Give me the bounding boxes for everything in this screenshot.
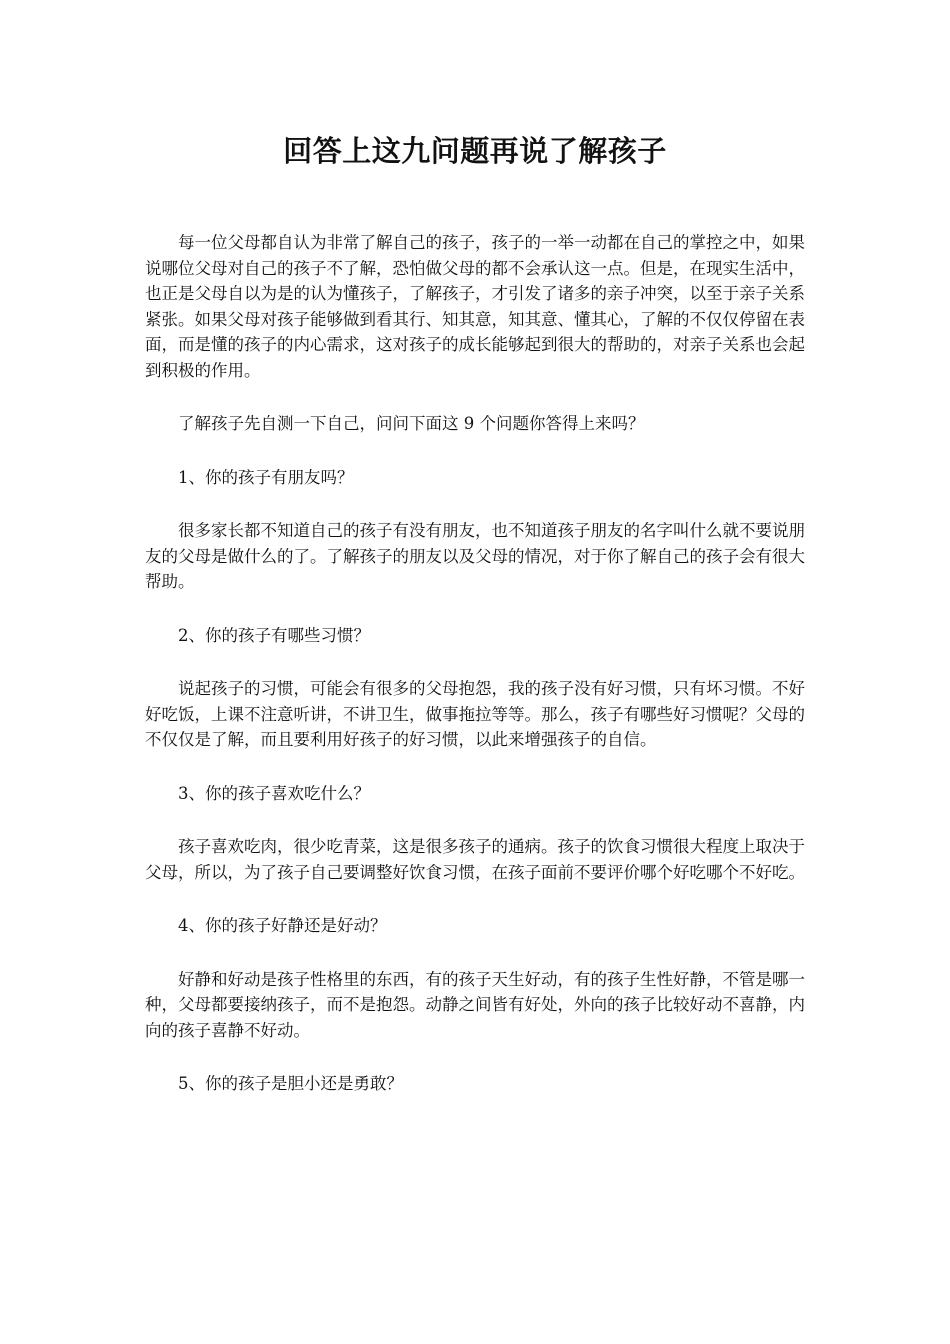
document-body	[145, 230, 805, 1125]
intro-paragraph: 每一位父母都自认为非常了解自己的孩子，孩子的一举一动都在自己的掌控之中，如果说哪位父母对自己的孩子不了解，恐怕做父母的都不会承认这一点。但是，在现实生活中，也正是父母自以为是的认为懂孩子，了解孩子，才引发了诸多的亲子冲突，以至于亲子关系紧张。如果父母对孩子能够做到看其行、知其意，知其意、懂其心，了解的不仅仅停留在表面，而是懂的孩子的内心需求，这对孩子的成长能够起到很大的帮助的，对亲子关系也会起到积极的作用。	[145, 233, 805, 380]
question-3-heading: 3、你的孩子喜欢吃什么？	[178, 783, 370, 803]
self-test-prompt: 了解孩子先自测一下自己，问问下面这 9 个问题你答得上来吗？	[178, 414, 645, 433]
answer-4-paragraph: 好静和好动是孩子性格里的东西，有的孩子天生好动，有的孩子生性好静，不管是哪一种，父母都要接纳孩子，而不是抱怨。动静之间皆有好处，外向的孩子比较好动不喜静，内向的孩子喜静不好动。	[145, 969, 805, 1040]
question-5-heading: 5、你的孩子是胆小还是勇敢？	[178, 1074, 403, 1093]
answer-3-paragraph: 孩子喜欢吃肉，很少吃青菜，这是很多孩子的通病。孩子的饮食习惯很大程度上取决于父母，所以，为了孩子自己要调整好饮食习惯，在孩子面前不要评价哪个好吃哪个不好吃。	[145, 837, 805, 882]
answer-2-paragraph: 说起孩子的习惯，可能会有很多的父母抱怨，我的孩子没有好习惯，只有坏习惯。不好好吃饭，上课不注意听讲，不讲卫生，做事拖拉等等。那么，孩子有哪些好习惯呢？父母的不仅仅是了解，而且要利用好孩子的好习惯，以此来增强孩子的自信。	[145, 679, 805, 749]
question-2-heading: 2、你的孩子有哪些习惯？	[178, 625, 370, 645]
answer-1-paragraph: 很多家长都不知道自己的孩子有没有朋友，也不知道孩子朋友的名字叫什么就不要说朋友的父母是做什么的了。了解孩子的朋友以及父母的情况，对于你了解自己的孩子会有很大帮助。	[145, 521, 805, 591]
question-1-heading: 1、你的孩子有朋友吗？	[178, 467, 354, 487]
question-4-heading: 4、你的孩子好静还是好动？	[178, 916, 387, 935]
document-title: 回答上这九问题再说了解孩子	[283, 134, 667, 168]
